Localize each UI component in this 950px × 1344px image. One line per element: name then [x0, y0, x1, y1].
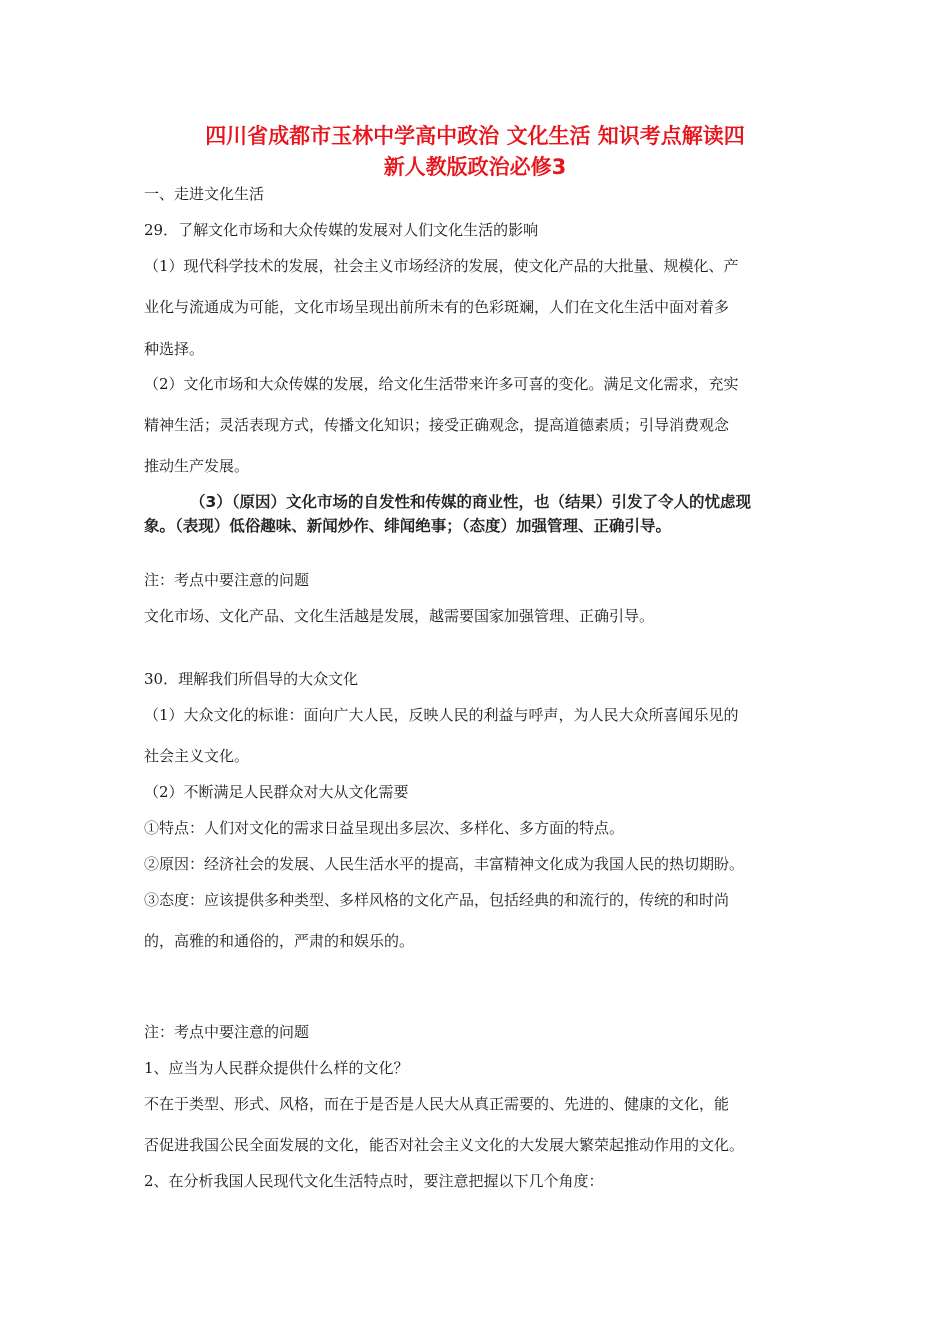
- body-line: （1）大众文化的标谁：面向广大人民，反映人民的利益与呼声，为人民大众所喜闻乐见的: [144, 706, 739, 724]
- topic-heading: 29．了解文化市场和大众传媒的发展对人们文化生活的影响: [144, 221, 539, 239]
- topic-heading: 30．理解我们所倡导的大众文化: [144, 670, 359, 688]
- body-line: 社会主义文化。: [144, 747, 250, 765]
- document-title-line-2: 新人教版政治必修3: [383, 155, 567, 179]
- body-line: 否促进我国公民全面发展的文化，能否对社会主义文化的大发展大繁荣起推动作用的文化。: [144, 1136, 745, 1154]
- body-line: 不在于类型、形式、风格，而在于是否是人民大从真正需要的、先进的、健康的文化，能: [144, 1095, 730, 1113]
- section-heading: 一、走进文化生活: [144, 185, 265, 203]
- body-line: ③态度：应该提供多种类型、多样风格的文化产品，包括经典的和流行的，传统的和时尚: [144, 891, 730, 909]
- note-heading: 注：考点中要注意的问题: [144, 1023, 310, 1041]
- note-heading: 注：考点中要注意的问题: [144, 571, 310, 589]
- body-line: 推动生产发展。: [144, 457, 250, 475]
- body-line: （2）文化市场和大众传媒的发展，给文化生活带来许多可喜的变化。满足文化需求，充实: [144, 375, 739, 393]
- body-line: （1）现代科学技术的发展，社会主义市场经济的发展，使文化产品的大批量、规模化、产: [144, 257, 739, 275]
- document-title-line-1: 四川省成都市玉林中学高中政治 文化生活 知识考点解读四: [205, 124, 745, 148]
- body-line: 精神生活；灵活表现方式，传播文化知识；接受正确观念，提高道德素质；引导消费观念: [144, 416, 730, 434]
- body-line: （2）不断满足人民群众对大从文化需要: [144, 783, 409, 801]
- body-line: 文化市场、文化产品、文化生活越是发展，越需要国家加强管理、正确引导。: [144, 607, 655, 625]
- bold-body-line: （3）（原因）文化市场的自发性和传媒的商业性，也（结果）引发了令人的忧虑现: [190, 493, 752, 511]
- body-line: 2、在分析我国人民现代文化生活特点时，要注意把握以下几个角度：: [144, 1172, 604, 1190]
- body-line: 的，高雅的和通俗的，严肃的和娱乐的。: [144, 932, 415, 950]
- body-line: 1、应当为人民群众提供什么样的文化？: [144, 1059, 409, 1077]
- body-line: ①特点：人们对文化的需求日益呈现出多层次、多样化、多方面的特点。: [144, 819, 625, 837]
- body-line: 业化与流通成为可能，文化市场呈现出前所未有的色彩斑斓，人们在文化生活中面对着多: [144, 298, 730, 316]
- bold-body-line: 象。（表现）低俗趣味、新闻炒作、绯闻绝事；（态度）加强管理、正确引导。: [144, 517, 672, 535]
- body-line: 种选择。: [144, 340, 205, 358]
- body-line: ②原因：经济社会的发展、人民生活水平的提高，丰富精神文化成为我国人民的热切期盼。: [144, 855, 745, 873]
